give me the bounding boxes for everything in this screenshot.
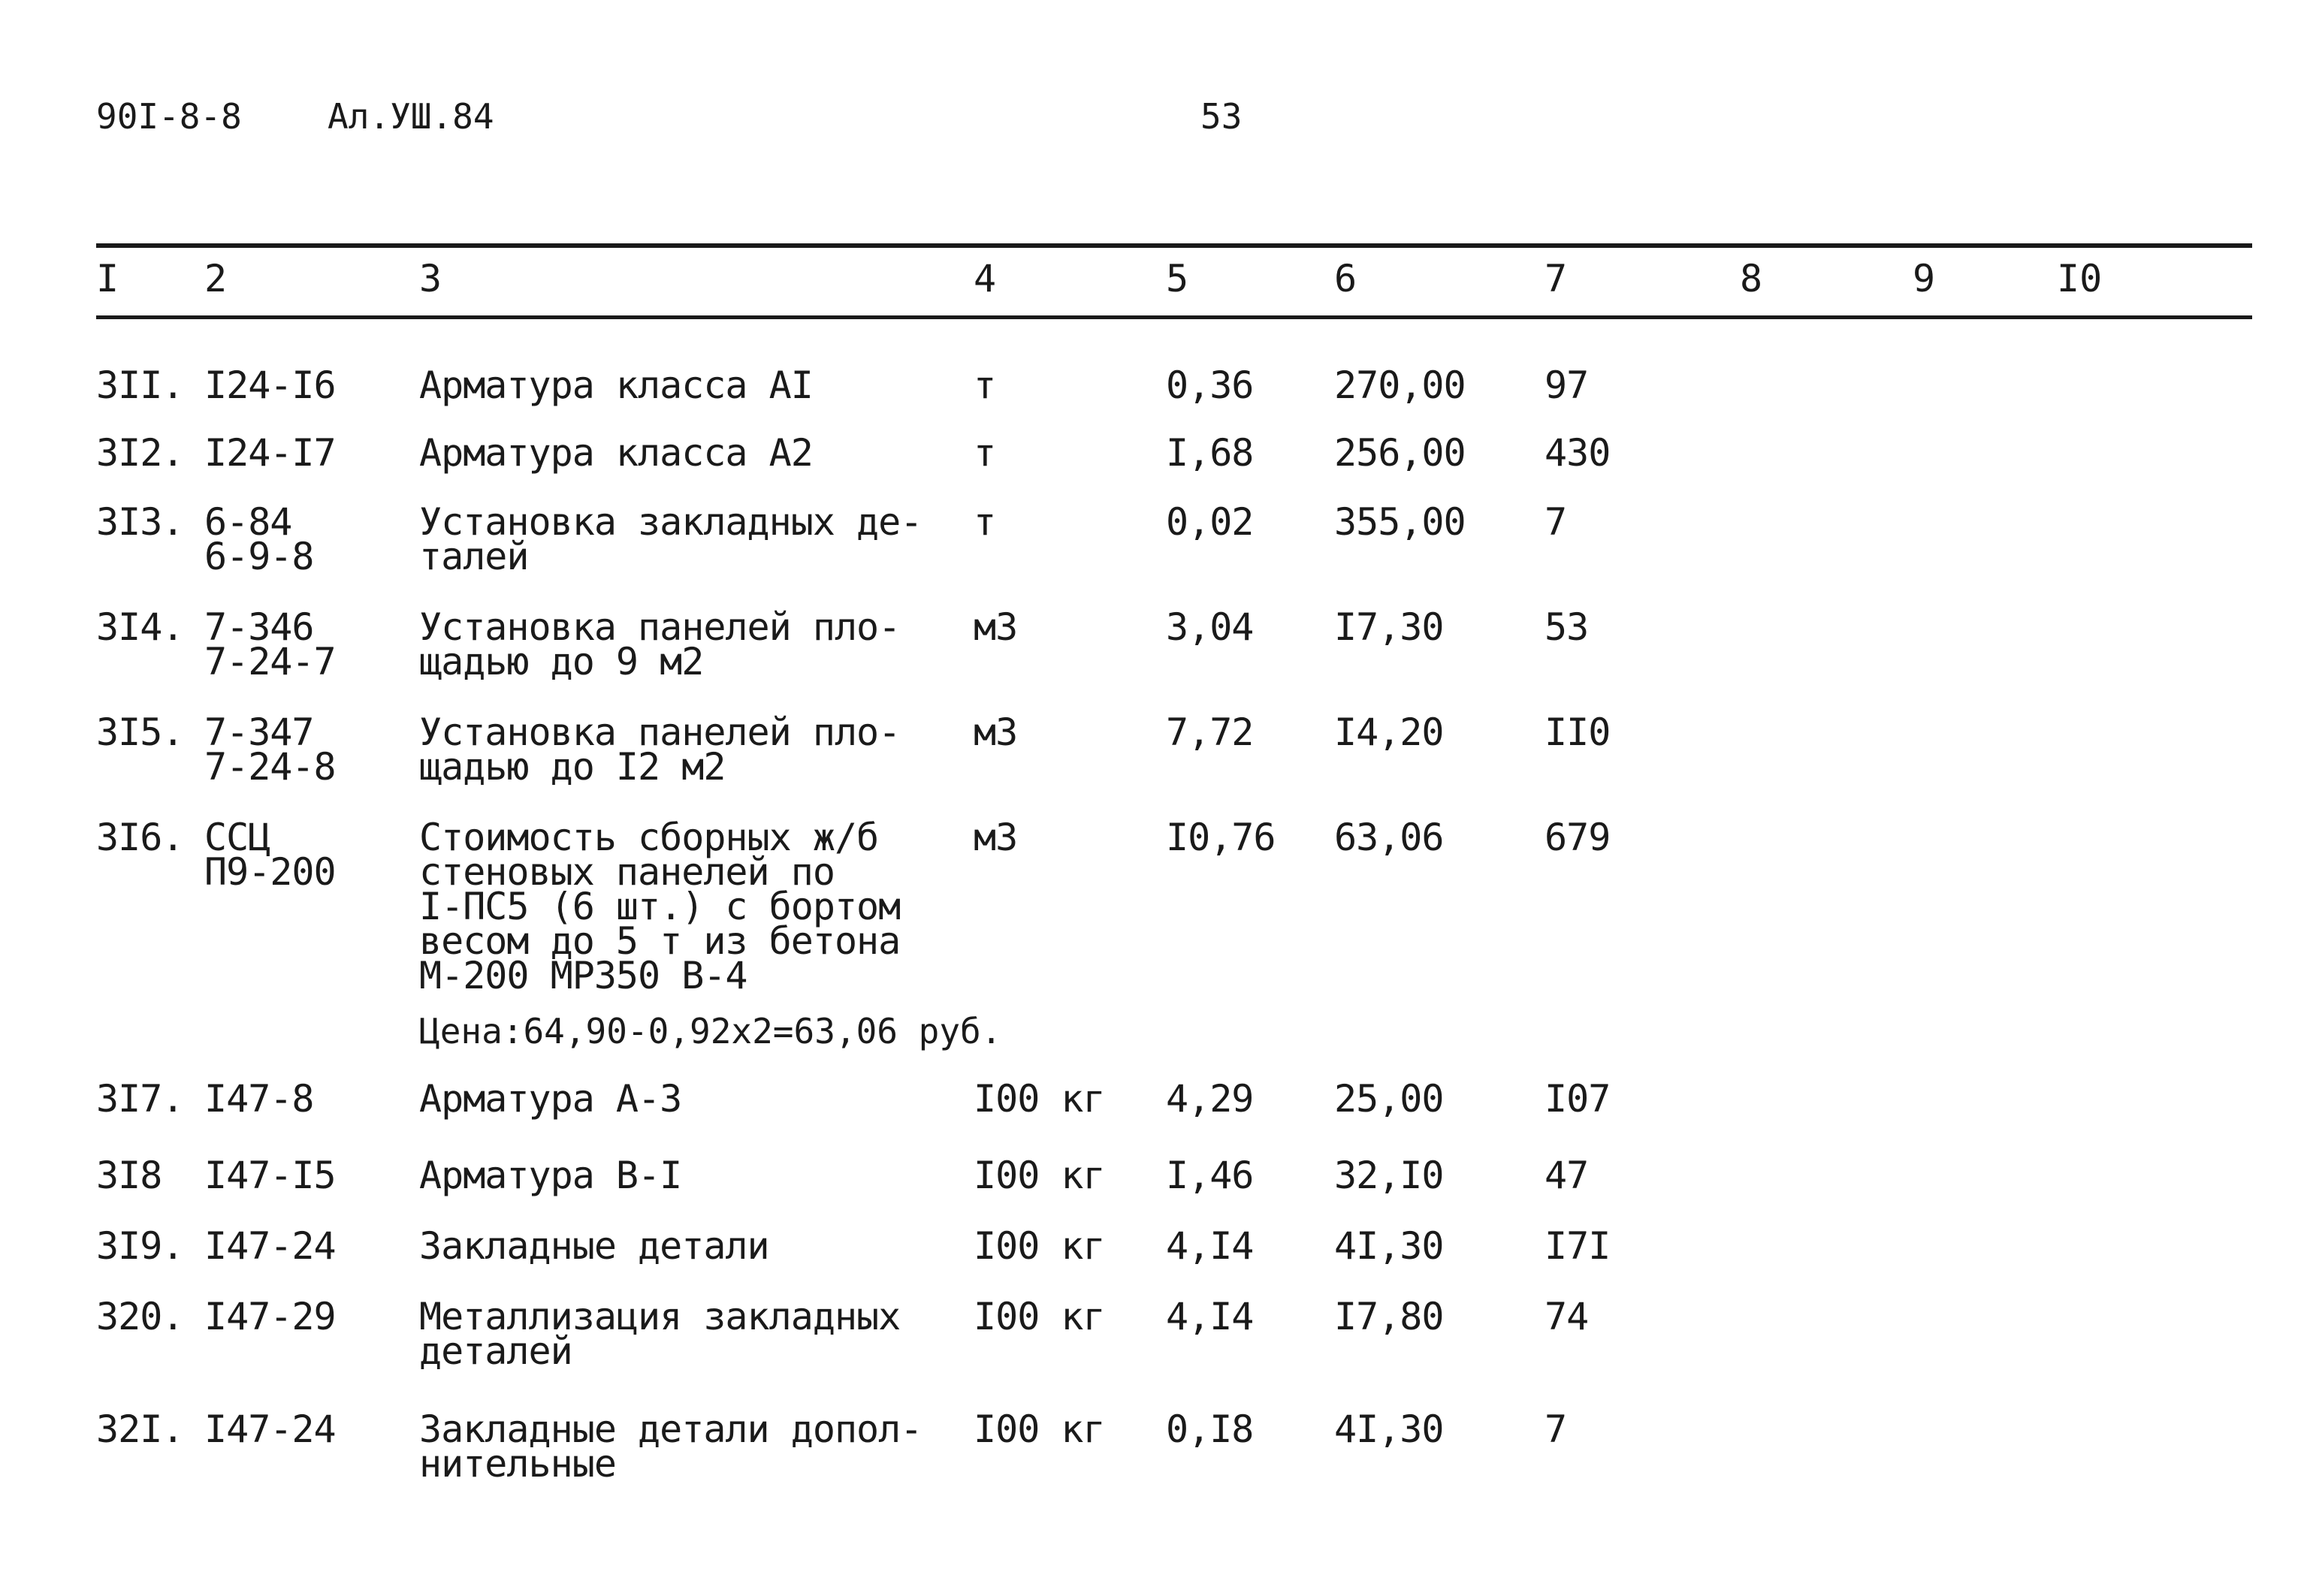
- total-cost: 7: [1545, 500, 1567, 544]
- total-cost: 7: [1545, 1407, 1567, 1451]
- unit: т: [974, 364, 996, 407]
- rate-code: 7-346 7-24-7: [204, 605, 336, 683]
- row-number: 3I3.: [96, 500, 184, 544]
- unit-price: 270,00: [1334, 364, 1466, 407]
- rate-code: ССЦ П9-200: [204, 816, 336, 894]
- quantity: 0,02: [1166, 500, 1254, 544]
- row-number: 3II.: [96, 364, 184, 407]
- work-name: Арматура класса АI: [419, 364, 813, 407]
- table-row: [0, 1224, 2307, 1304]
- work-name: Закладные детали допол- нительные: [419, 1407, 922, 1486]
- price-note: Цена:64,90-0,92х2=63,06 руб.: [419, 1011, 1002, 1051]
- table-header-rule: [96, 315, 2252, 319]
- table-row: [0, 1077, 2307, 1157]
- unit: I00 кг: [974, 1407, 1105, 1451]
- rate-code: I47-24: [204, 1407, 336, 1451]
- column-header-2: 2: [204, 257, 228, 300]
- unit-price: 355,00: [1334, 500, 1466, 544]
- unit-price: 4I,30: [1334, 1224, 1444, 1268]
- rate-code: 6-84 6-9-8: [204, 500, 314, 578]
- quantity: 3,04: [1166, 605, 1254, 649]
- work-name: Арматура В-I: [419, 1154, 682, 1197]
- row-number: 3I8: [96, 1154, 162, 1197]
- total-cost: 47: [1545, 1154, 1589, 1197]
- unit: м3: [974, 605, 1018, 649]
- column-header-1: I: [96, 257, 119, 300]
- total-cost: II0: [1545, 711, 1611, 754]
- quantity: 4,I4: [1166, 1295, 1254, 1338]
- work-name: Установка панелей пло- щадью до I2 м2: [419, 711, 901, 789]
- column-header-3: 3: [419, 257, 442, 300]
- rate-code: I47-24: [204, 1224, 336, 1268]
- quantity: I0,76: [1166, 816, 1276, 859]
- total-cost: 430: [1545, 431, 1611, 475]
- unit: т: [974, 431, 996, 475]
- table-row: [0, 500, 2307, 580]
- quantity: 0,36: [1166, 364, 1254, 407]
- total-cost: 74: [1545, 1295, 1589, 1338]
- unit: I00 кг: [974, 1295, 1105, 1338]
- unit: м3: [974, 711, 1018, 754]
- quantity: 0,I8: [1166, 1407, 1254, 1451]
- unit-price: 32,I0: [1334, 1154, 1444, 1197]
- table-row: [0, 431, 2307, 511]
- row-number: 3I9.: [96, 1224, 184, 1268]
- quantity: 4,I4: [1166, 1224, 1254, 1268]
- column-header-9: 9: [1913, 257, 1936, 300]
- row-number: 3I2.: [96, 431, 184, 475]
- total-cost: 53: [1545, 605, 1589, 649]
- table-row: [0, 816, 2307, 997]
- table-row: [0, 364, 2307, 443]
- unit-price: I4,20: [1334, 711, 1444, 754]
- rate-code: 7-347 7-24-8: [204, 711, 336, 789]
- work-name: Арматура класса А2: [419, 431, 813, 475]
- unit: т: [974, 500, 996, 544]
- work-name: Установка панелей пло- щадью до 9 м2: [419, 605, 901, 683]
- table-row: [0, 605, 2307, 685]
- row-number: 3I5.: [96, 711, 184, 754]
- table-row: [0, 1154, 2307, 1233]
- work-name: Арматура А-3: [419, 1077, 682, 1121]
- row-number: 3I4.: [96, 605, 184, 649]
- row-number: 3I6.: [96, 816, 184, 859]
- rate-code: I24-I7: [204, 431, 336, 475]
- rate-code: I47-I5: [204, 1154, 336, 1197]
- table-row: [0, 1295, 2307, 1374]
- table-top-rule: [96, 243, 2252, 248]
- unit-price: I7,30: [1334, 605, 1444, 649]
- column-header-4: 4: [974, 257, 997, 300]
- row-number: 32I.: [96, 1407, 184, 1451]
- table-row: [0, 711, 2307, 790]
- unit-price: 256,00: [1334, 431, 1466, 475]
- doc-code: 90I-8-8: [96, 96, 242, 137]
- unit: I00 кг: [974, 1077, 1105, 1121]
- unit-price: I7,80: [1334, 1295, 1444, 1338]
- column-header-10: I0: [2057, 257, 2103, 300]
- unit-price: 63,06: [1334, 816, 1444, 859]
- quantity: 7,72: [1166, 711, 1254, 754]
- unit-price: 4I,30: [1334, 1407, 1444, 1451]
- row-number: 3I7.: [96, 1077, 184, 1121]
- unit: I00 кг: [974, 1224, 1105, 1268]
- row-number: 320.: [96, 1295, 184, 1338]
- work-name: Закладные детали: [419, 1224, 769, 1268]
- work-name: Металлизация закладных деталей: [419, 1295, 901, 1373]
- quantity: 4,29: [1166, 1077, 1254, 1121]
- total-cost: 97: [1545, 364, 1589, 407]
- work-name: Стоимость сборных ж/б стеновых панелей по I-ПС5 (6 шт.) с бортом весом до 5 т из бетона М-200 МРЗ50 В-4: [419, 816, 901, 997]
- rate-code: I47-29: [204, 1295, 336, 1338]
- page-number: 53: [1200, 96, 1243, 137]
- column-header-8: 8: [1740, 257, 1763, 300]
- rate-code: I24-I6: [204, 364, 336, 407]
- unit: I00 кг: [974, 1154, 1105, 1197]
- total-cost: 679: [1545, 816, 1611, 859]
- column-header-7: 7: [1545, 257, 1568, 300]
- unit: м3: [974, 816, 1018, 859]
- quantity: I,68: [1166, 431, 1254, 475]
- table-row: [0, 1407, 2307, 1487]
- work-name: Установка закладных де- талей: [419, 500, 922, 578]
- total-cost: I07: [1545, 1077, 1611, 1121]
- unit-price: 25,00: [1334, 1077, 1444, 1121]
- doc-ref: Ал.УШ.84: [328, 96, 494, 137]
- total-cost: I7I: [1545, 1224, 1611, 1268]
- column-header-5: 5: [1166, 257, 1189, 300]
- rate-code: I47-8: [204, 1077, 314, 1121]
- column-header-6: 6: [1334, 257, 1357, 300]
- quantity: I,46: [1166, 1154, 1254, 1197]
